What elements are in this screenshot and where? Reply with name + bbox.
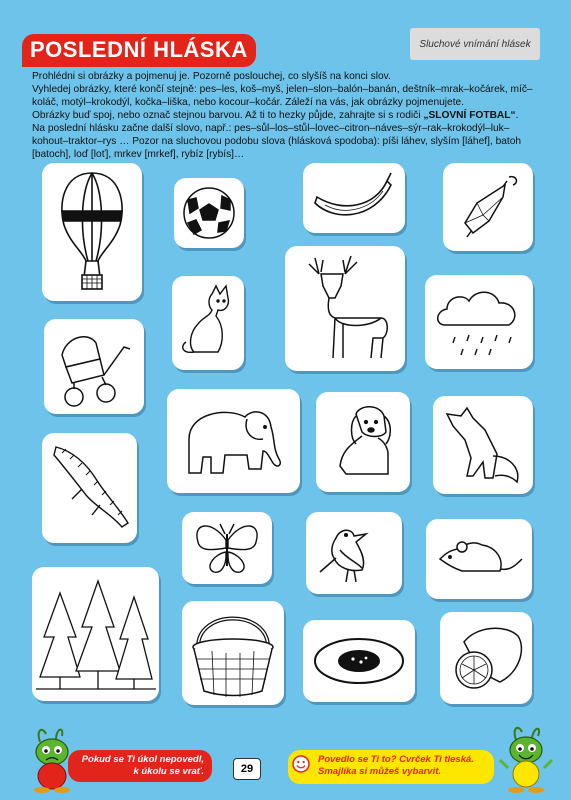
- picture-card-bird[interactable]: [306, 512, 402, 594]
- picture-card-umbrella[interactable]: [443, 163, 533, 251]
- topic-label: Sluchové vnímání hlásek: [410, 28, 540, 60]
- bubble-line: k úkolu se vrať.: [133, 766, 204, 777]
- fox-icon: [433, 396, 533, 494]
- picture-card-mouse[interactable]: [426, 519, 532, 599]
- cake-icon: [303, 620, 415, 702]
- bubble-line: Povedlo se Ti to? Cvrček Ti tleská.: [318, 754, 474, 765]
- cat-icon: [172, 276, 244, 370]
- picture-card-lemon[interactable]: [440, 612, 532, 704]
- page-title: POSLEDNÍ HLÁSKA: [22, 34, 256, 67]
- ball-icon: [174, 178, 244, 248]
- forest-icon: [32, 567, 159, 701]
- instruction-paragraph: Vyhledej obrázky, které končí stejně: pes–les, koš–myš, jelen–slon–balón–banán, deštník–mrak–kočárek, míč–koláč, motýl–krokodýl, kočka–liška, nebo kocour–kočár. Záleží na vás, jak obrázky pojmenujete.: [32, 84, 533, 108]
- picture-card-elephant[interactable]: [167, 389, 300, 493]
- picture-card-cloud[interactable]: [425, 275, 533, 369]
- crocodile-icon: [42, 433, 137, 543]
- elephant-icon: [167, 389, 300, 493]
- instruction-paragraph: Prohlédni si obrázky a pojmenuj je. Pozorně poslouchej, co slyšíš na konci slov.: [32, 71, 391, 82]
- picture-card-butterfly[interactable]: [182, 512, 272, 584]
- banana-icon: [303, 163, 405, 233]
- bubble-line: Pokud se Ti úkol nepovedl,: [81, 754, 204, 765]
- picture-card-deer[interactable]: [285, 246, 405, 371]
- picture-card-forest[interactable]: [32, 567, 159, 701]
- bird-icon: [306, 512, 402, 594]
- cloud-icon: [425, 275, 533, 369]
- balloon-icon: [42, 163, 142, 301]
- instruction-paragraph: Na poslední hlásku začne další slovo, např.: pes–sůl–los–stůl–lovec–citron–náves–sýr–rak–krokodýl–luk–kohout–traktor–rys … Pozor na sluchovou podobu slova (hlásková spodoba): píši láhev, slyším [láhef], batoh [batoch], loď [loť], mrkev [mrkef], rybíz [rybís]…: [32, 123, 522, 160]
- smiley-icon[interactable]: [292, 755, 310, 773]
- picture-card-stroller[interactable]: [44, 319, 144, 414]
- encouragement-bubble: [68, 750, 212, 782]
- instruction-paragraph: Obrázky buď spoj, nebo označ stejnou barvou. Až ti to hezky půjde, zahrajte si s rodiči „SLOVNÍ FOTBAL“.: [32, 110, 519, 121]
- page-number: 29: [233, 758, 261, 780]
- cricket-mascot-happy-icon: [494, 722, 556, 794]
- basket-icon: [182, 601, 284, 705]
- praise-bubble: [288, 750, 494, 784]
- picture-card-crocodile[interactable]: [42, 433, 137, 543]
- picture-card-banana[interactable]: [303, 163, 405, 233]
- picture-card-fox[interactable]: [433, 396, 533, 494]
- stroller-icon: [44, 319, 144, 414]
- butterfly-icon: [182, 512, 272, 584]
- game-name: „SLOVNÍ FOTBAL“: [423, 110, 516, 121]
- picture-card-cat[interactable]: [172, 276, 244, 370]
- picture-card-balloon[interactable]: [42, 163, 142, 301]
- picture-card-ball[interactable]: [174, 178, 244, 248]
- picture-card-basket[interactable]: [182, 601, 284, 705]
- bubble-line: Smajlíka si můžeš vybarvit.: [318, 766, 442, 777]
- dog-icon: [316, 392, 410, 492]
- instructions: [32, 70, 542, 161]
- lemon-icon: [440, 612, 532, 704]
- picture-card-cake[interactable]: [303, 620, 415, 702]
- picture-card-dog[interactable]: [316, 392, 410, 492]
- mouse-icon: [426, 519, 532, 599]
- umbrella-icon: [443, 163, 533, 251]
- deer-icon: [285, 246, 405, 371]
